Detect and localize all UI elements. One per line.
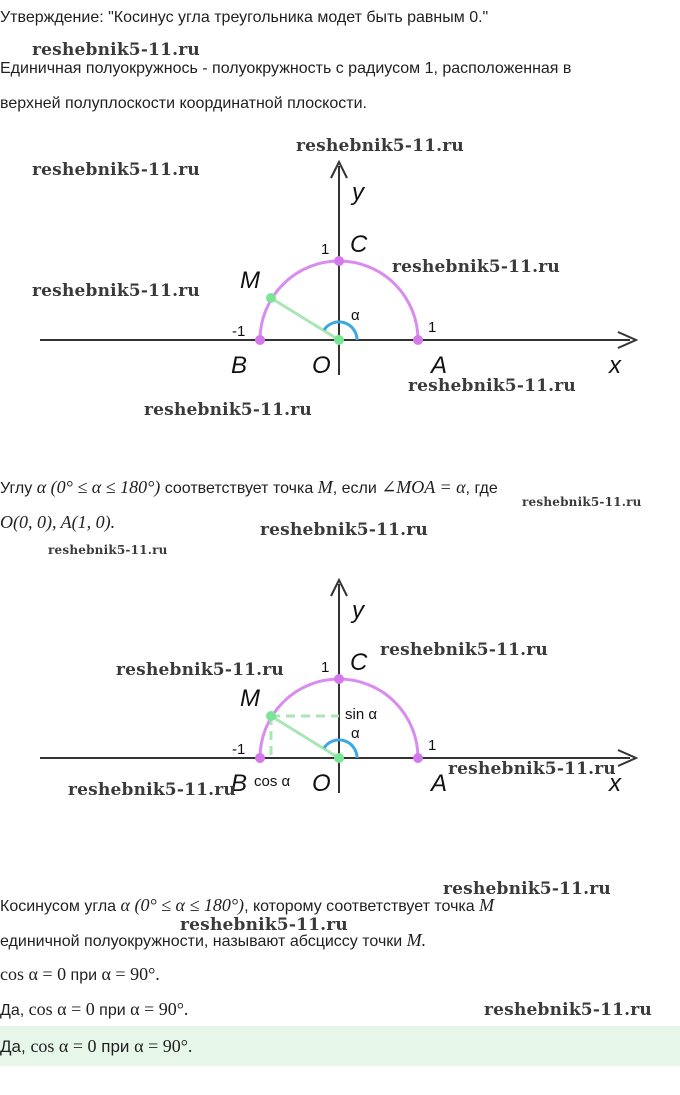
label-alpha: α	[351, 725, 360, 742]
label-o: O	[312, 770, 331, 797]
radius-om	[271, 298, 339, 340]
watermark: reshebnik5-11.ru	[522, 495, 642, 509]
label-one-top: 1	[321, 659, 330, 676]
angle-definition-line-1: Углу α (0° ≤ α ≤ 180°) соответствует точка M, если ∠MOA = α, где	[0, 477, 498, 497]
angle-moa: ∠MOA = α	[381, 477, 466, 497]
point-c	[334, 674, 344, 684]
label-one-top: 1	[321, 241, 330, 258]
point-c	[334, 256, 344, 266]
point-o	[334, 753, 344, 763]
watermark: reshebnik5-11.ru	[448, 759, 616, 779]
label-c: C	[350, 649, 368, 676]
watermark: reshebnik5-11.ru	[392, 257, 560, 277]
watermark: reshebnik5-11.ru	[408, 376, 576, 396]
label-a: A	[431, 352, 448, 379]
watermark: reshebnik5-11.ru	[380, 640, 548, 660]
cos-equation-line: cos α = 0 при α = 90°.	[0, 964, 160, 984]
cosine-definition-line-1: Косинусом угла α (0° ≤ α ≤ 180°), которому соответствует точка M	[0, 895, 495, 915]
watermark: reshebnik5-11.ru	[48, 543, 168, 557]
watermark: reshebnik5-11.ru	[116, 660, 284, 680]
point-b	[255, 753, 265, 763]
watermark: reshebnik5-11.ru	[296, 136, 464, 156]
label-x: x	[609, 770, 621, 797]
conclusion-line: Да, cos α = 0 при α = 90°.	[0, 999, 189, 1019]
point-a	[413, 335, 423, 345]
label-o: O	[312, 352, 331, 379]
watermark: reshebnik5-11.ru	[32, 40, 200, 60]
point-m	[266, 293, 276, 303]
point-o	[334, 335, 344, 345]
label-y: y	[352, 179, 364, 206]
label-a: A	[431, 770, 448, 797]
watermark: reshebnik5-11.ru	[443, 879, 611, 899]
definition-line-1: Единичная полуокружнось - полуокружность с радиусом 1, расположенная в	[0, 60, 572, 77]
label-minus-one: -1	[232, 741, 246, 758]
label-y: y	[352, 597, 364, 624]
label-minus-one: -1	[232, 323, 246, 340]
watermark: reshebnik5-11.ru	[144, 400, 312, 420]
label-one-right: 1	[428, 319, 437, 336]
label-b: B	[231, 352, 248, 379]
answer-box	[0, 1026, 680, 1066]
definition-line-2: верхней полуплоскости координатной плоскости.	[0, 95, 367, 112]
watermark: reshebnik5-11.ru	[484, 1000, 652, 1020]
watermark: reshebnik5-11.ru	[260, 520, 428, 540]
watermark: reshebnik5-11.ru	[32, 160, 200, 180]
watermark: reshebnik5-11.ru	[180, 915, 348, 935]
alpha-range: α (0° ≤ α ≤ 180°)	[36, 477, 161, 497]
label-one-right: 1	[428, 737, 437, 754]
point-b	[255, 335, 265, 345]
label-m: M	[240, 685, 260, 712]
watermark: reshebnik5-11.ru	[32, 281, 200, 301]
watermark: reshebnik5-11.ru	[68, 780, 236, 800]
radius-om	[271, 716, 339, 758]
label-x: x	[609, 352, 621, 379]
angle-definition-line-2: O(0, 0), A(1, 0).	[0, 512, 116, 532]
point-a	[413, 753, 423, 763]
label-cos: cos α	[254, 773, 291, 790]
label-c: C	[350, 231, 368, 258]
label-alpha: α	[351, 307, 360, 324]
statement-text: Утверждение: "Косинус угла треугольника модет быть равным 0."	[0, 9, 489, 26]
label-m: M	[240, 267, 260, 294]
label-b: B	[231, 770, 248, 797]
label-sin: sin α	[345, 706, 378, 723]
cosine-definition-line-2: единичной полуокружности, называют абсциссу точки M.	[0, 930, 427, 950]
point-m	[266, 711, 276, 721]
answer-text: Да, cos α = 0 при α = 90°.	[0, 1036, 193, 1056]
